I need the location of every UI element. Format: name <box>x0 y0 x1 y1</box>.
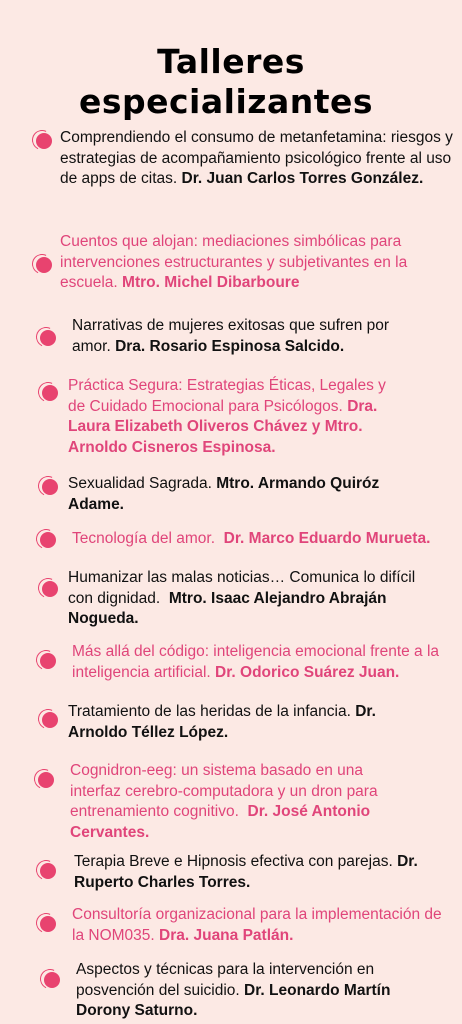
bullet-icon <box>36 133 52 149</box>
workshop-text <box>60 128 460 190</box>
workshop-topic: Cognidron-eeg: un sistema basado en una interfaz cerebro-computadora y un dron para entrenamiento cognitivo. <box>70 762 378 820</box>
workshop-author: Dr. José Antonio Cervantes. <box>70 803 371 841</box>
title-line-1: Talleres <box>157 42 305 81</box>
bullet-icon <box>40 653 56 669</box>
workshop-text <box>72 316 432 357</box>
workshop-author: Dra. Juana Patlán. <box>159 926 294 944</box>
bullet-icon <box>42 479 58 495</box>
bullet-icon <box>40 863 56 879</box>
workshop-text <box>76 960 406 1022</box>
workshop-topic: Comprendiendo el consumo de metanfetamina: riesgos y estrategias de acompañamiento psicológico frente al uso de apps de citas. <box>60 129 453 187</box>
workshop-author: Dra. Laura Elizabeth Oliveros Chávez y Mtro. Arnoldo Cisneros Espinosa. <box>68 397 378 456</box>
workshop-author: Dr. Arnoldo Téllez López. <box>68 703 376 741</box>
workshop-topic: Práctica Segura: Estrategias Éticas, Legales y de Cuidado Emocional para Psicólogos. <box>68 377 386 415</box>
workshop-author: Dr. Juan Carlos Torres González. <box>181 170 424 187</box>
workshop-topic: Más allá del código: inteligencia emocional frente a la inteligencia artificial. <box>72 643 440 681</box>
workshop-text <box>68 376 398 458</box>
workshop-author: Mtro. Michel Dibarboure <box>122 274 300 291</box>
workshop-topic: Terapia Breve e Hipnosis efectiva con parejas. <box>74 853 393 870</box>
bullet-icon <box>42 385 58 401</box>
workshop-topic: Cuentos que alojan: mediaciones simbólicas para intervenciones estructurantes y subjetivantes en la escuela. <box>60 233 408 291</box>
title-line-2: especializantes <box>78 82 374 121</box>
workshop-author: Mtro. Isaac Alejandro Abraján Nogueda. <box>68 589 387 627</box>
workshop-topic: Tecnología del amor. <box>72 530 216 547</box>
workshop-text <box>68 702 398 743</box>
workshop-text <box>68 474 388 515</box>
workshop-topic: Aspectos y técnicas para la intervención en posvención del suicidio. <box>76 961 375 999</box>
workshop-text <box>68 568 438 630</box>
workshop-text <box>70 761 410 843</box>
workshop-topic: Tratamiento de las heridas de la infancia. <box>68 703 351 720</box>
workshop-author: Mtro. Armando Quiróz Adame. <box>68 475 380 513</box>
workshop-author: Dr. Odorico Suárez Juan. <box>215 663 400 681</box>
bullet-icon <box>42 712 58 728</box>
bullet-icon <box>40 330 56 346</box>
bullet-icon <box>42 581 58 597</box>
workshop-author: Dr. Leonardo Martín Dorony Saturno. <box>76 981 391 1019</box>
workshop-text <box>72 905 452 946</box>
workshop-topic: Sexualidad Sagrada. <box>68 475 212 492</box>
workshop-topic: Consultoría organizacional para la implementación de la NOM035. <box>72 906 442 944</box>
bullet-icon <box>36 257 52 273</box>
bullet-icon <box>40 532 56 548</box>
workshop-text <box>60 232 440 294</box>
workshop-author: Dr. Marco Eduardo Murueta. <box>223 530 431 547</box>
workshop-text <box>72 642 447 683</box>
page-title <box>0 42 462 122</box>
bullet-icon <box>44 972 60 988</box>
workshop-text <box>72 529 452 550</box>
workshop-topic: Narrativas de mujeres exitosas que sufren por amor. <box>72 317 390 355</box>
workshop-author: Dr. Ruperto Charles Torres. <box>74 853 418 891</box>
workshop-topic: Humanizar las malas noticias… Comunica lo difícil con dignidad. <box>68 569 416 607</box>
bullet-icon <box>40 916 56 932</box>
bullet-icon <box>38 772 54 788</box>
workshop-author: Dra. Rosario Espinosa Salcido. <box>115 337 345 355</box>
workshop-text <box>74 852 444 893</box>
